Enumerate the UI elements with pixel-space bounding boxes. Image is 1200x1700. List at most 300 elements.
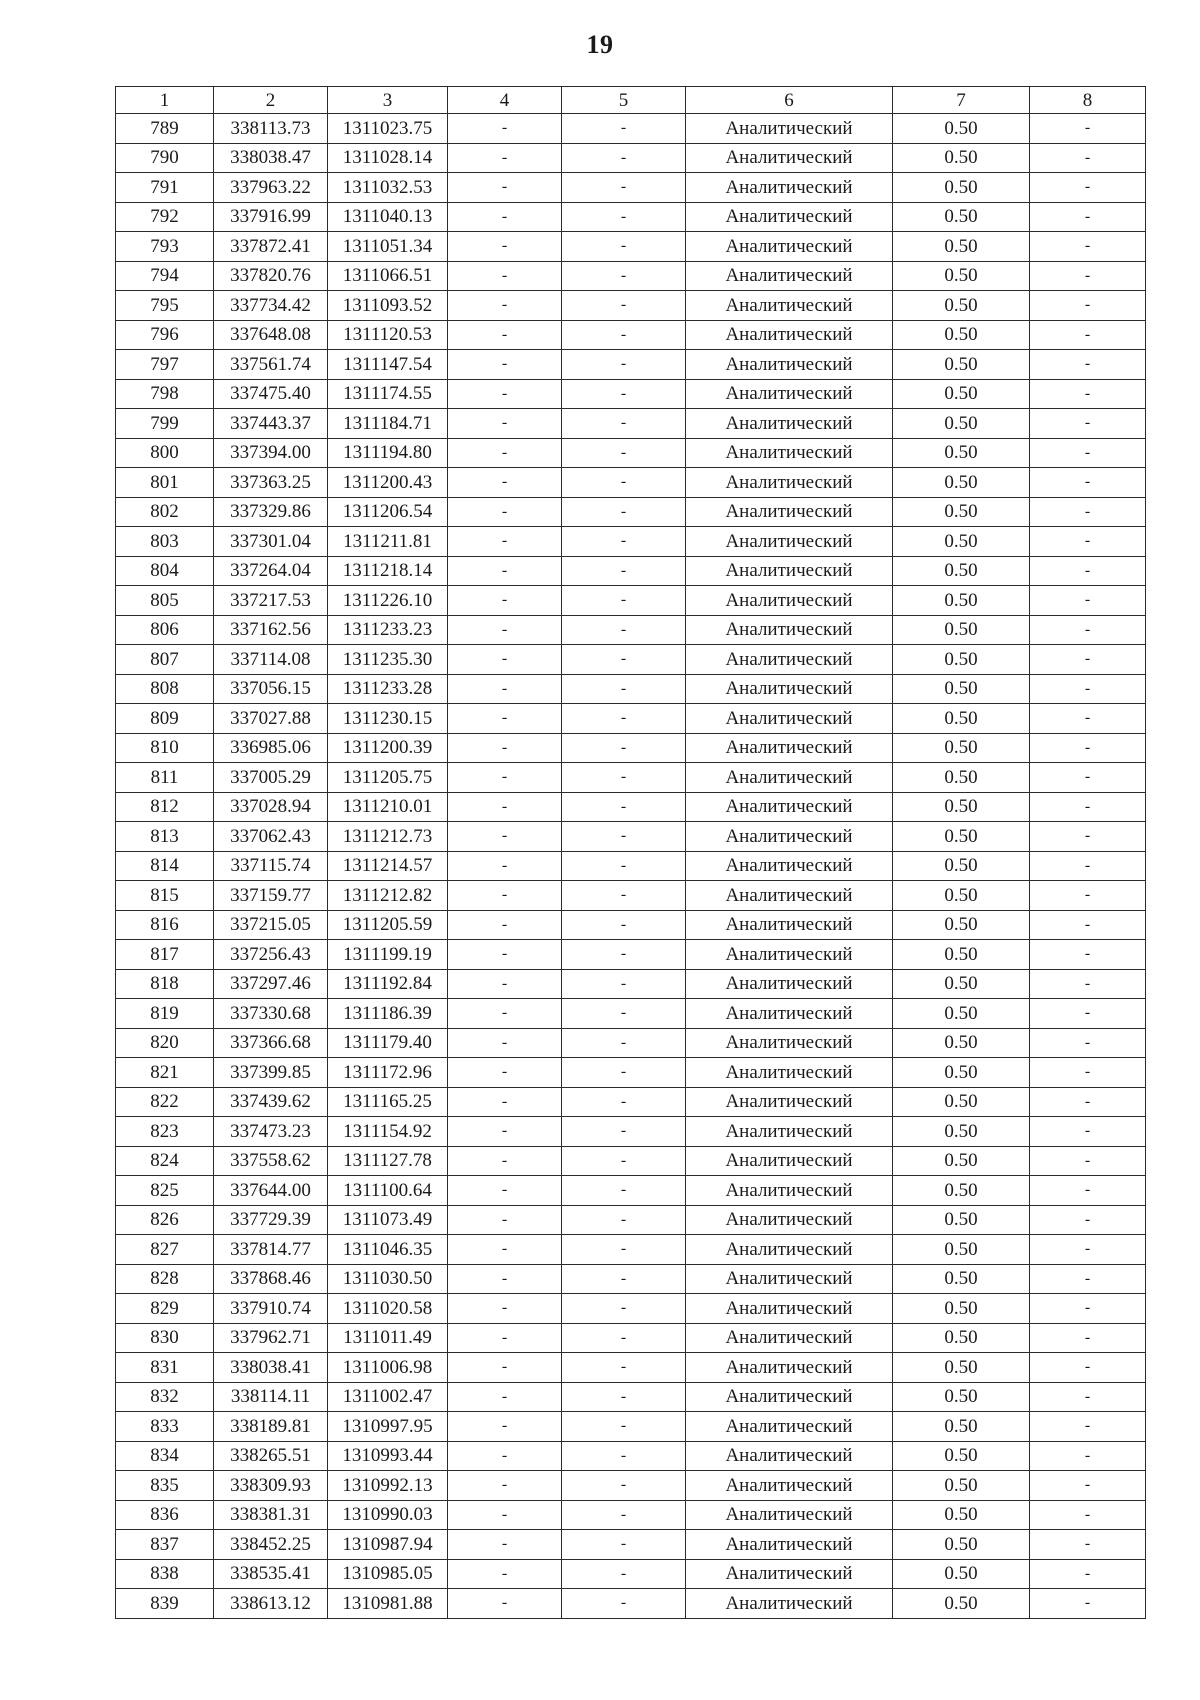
table-row (116, 143, 1146, 173)
x-coordinate-cell: 337399.85 (214, 1058, 328, 1088)
point-number-cell: 808 (116, 674, 214, 704)
col-4-value-cell: - (448, 1028, 562, 1058)
accuracy-cell: 0.50 (893, 969, 1030, 999)
col-5-value-cell: - (562, 1146, 686, 1176)
col-8-value-cell: - (1030, 409, 1146, 439)
col-4-value-cell: - (448, 173, 562, 203)
point-number-cell: 793 (116, 232, 214, 262)
accuracy-cell: 0.50 (893, 1117, 1030, 1147)
col-4-value-cell: - (448, 379, 562, 409)
y-coordinate-cell: 1311235.30 (328, 645, 448, 675)
y-coordinate-cell: 1311218.14 (328, 556, 448, 586)
col-8-value-cell: - (1030, 1028, 1146, 1058)
accuracy-cell: 0.50 (893, 556, 1030, 586)
x-coordinate-cell: 337962.71 (214, 1323, 328, 1353)
x-coordinate-cell: 337062.43 (214, 822, 328, 852)
col-5-value-cell: - (562, 1058, 686, 1088)
x-coordinate-cell: 337301.04 (214, 527, 328, 557)
method-cell: Аналитический (686, 733, 893, 763)
col-4-value-cell: - (448, 940, 562, 970)
x-coordinate-cell: 337910.74 (214, 1294, 328, 1324)
method-cell: Аналитический (686, 1323, 893, 1353)
table-row (116, 1500, 1146, 1530)
table-row (116, 1530, 1146, 1560)
col-8-value-cell: - (1030, 1530, 1146, 1560)
x-coordinate-cell: 338114.11 (214, 1382, 328, 1412)
accuracy-cell: 0.50 (893, 1353, 1030, 1383)
y-coordinate-cell: 1311093.52 (328, 291, 448, 321)
table-row (116, 556, 1146, 586)
y-coordinate-cell: 1311172.96 (328, 1058, 448, 1088)
point-number-cell: 790 (116, 143, 214, 173)
col-5-value-cell: - (562, 556, 686, 586)
col-5-value-cell: - (562, 1117, 686, 1147)
method-cell: Аналитический (686, 320, 893, 350)
col-5-value-cell: - (562, 1471, 686, 1501)
x-coordinate-cell: 336985.06 (214, 733, 328, 763)
x-coordinate-cell: 337868.46 (214, 1264, 328, 1294)
method-cell: Аналитический (686, 1264, 893, 1294)
x-coordinate-cell: 337217.53 (214, 586, 328, 616)
point-number-cell: 820 (116, 1028, 214, 1058)
col-5-value-cell: - (562, 1176, 686, 1206)
y-coordinate-cell: 1311230.15 (328, 704, 448, 734)
accuracy-cell: 0.50 (893, 1235, 1030, 1265)
table-row (116, 1589, 1146, 1619)
table-body (116, 114, 1146, 1619)
method-cell: Аналитический (686, 232, 893, 262)
col-5-value-cell: - (562, 940, 686, 970)
point-number-cell: 798 (116, 379, 214, 409)
point-number-cell: 792 (116, 202, 214, 232)
x-coordinate-cell: 337363.25 (214, 468, 328, 498)
col-5-value-cell: - (562, 1382, 686, 1412)
col-5-value-cell: - (562, 733, 686, 763)
col-4-value-cell: - (448, 556, 562, 586)
table-row (116, 1471, 1146, 1501)
col-4-value-cell: - (448, 792, 562, 822)
x-coordinate-cell: 338452.25 (214, 1530, 328, 1560)
col-4-value-cell: - (448, 999, 562, 1029)
method-cell: Аналитический (686, 1146, 893, 1176)
col-8-value-cell: - (1030, 1264, 1146, 1294)
col-8-value-cell: - (1030, 674, 1146, 704)
method-cell: Аналитический (686, 674, 893, 704)
x-coordinate-cell: 338038.47 (214, 143, 328, 173)
x-coordinate-cell: 338189.81 (214, 1412, 328, 1442)
y-coordinate-cell: 1311066.51 (328, 261, 448, 291)
table-row (116, 1412, 1146, 1442)
col-5-value-cell: - (562, 1500, 686, 1530)
y-coordinate-cell: 1311100.64 (328, 1176, 448, 1206)
y-coordinate-cell: 1310981.88 (328, 1589, 448, 1619)
col-8-value-cell: - (1030, 202, 1146, 232)
col-8-value-cell: - (1030, 468, 1146, 498)
x-coordinate-cell: 337872.41 (214, 232, 328, 262)
y-coordinate-cell: 1311200.39 (328, 733, 448, 763)
method-cell: Аналитический (686, 1205, 893, 1235)
col-5-value-cell: - (562, 881, 686, 911)
table-row (116, 468, 1146, 498)
method-cell: Аналитический (686, 1412, 893, 1442)
col-4-value-cell: - (448, 1441, 562, 1471)
col-5-value-cell: - (562, 1264, 686, 1294)
col-8-value-cell: - (1030, 733, 1146, 763)
method-cell: Аналитический (686, 792, 893, 822)
table-row (116, 1028, 1146, 1058)
accuracy-cell: 0.50 (893, 1176, 1030, 1206)
method-cell: Аналитический (686, 1530, 893, 1560)
point-number-cell: 794 (116, 261, 214, 291)
table-row (116, 851, 1146, 881)
table-row (116, 409, 1146, 439)
x-coordinate-cell: 337028.94 (214, 792, 328, 822)
col-4-value-cell: - (448, 1058, 562, 1088)
point-number-cell: 825 (116, 1176, 214, 1206)
col-5-value-cell: - (562, 143, 686, 173)
col-8-value-cell: - (1030, 143, 1146, 173)
x-coordinate-cell: 338038.41 (214, 1353, 328, 1383)
col-5-value-cell: - (562, 409, 686, 439)
x-coordinate-cell: 337005.29 (214, 763, 328, 793)
accuracy-cell: 0.50 (893, 497, 1030, 527)
col-4-value-cell: - (448, 143, 562, 173)
col-4-value-cell: - (448, 674, 562, 704)
accuracy-cell: 0.50 (893, 733, 1030, 763)
col-4-value-cell: - (448, 645, 562, 675)
col-8-value-cell: - (1030, 527, 1146, 557)
table-row (116, 1058, 1146, 1088)
method-cell: Аналитический (686, 910, 893, 940)
y-coordinate-cell: 1311205.59 (328, 910, 448, 940)
column-header-1: 1 (116, 87, 214, 114)
point-number-cell: 828 (116, 1264, 214, 1294)
y-coordinate-cell: 1311006.98 (328, 1353, 448, 1383)
x-coordinate-cell: 337473.23 (214, 1117, 328, 1147)
y-coordinate-cell: 1311032.53 (328, 173, 448, 203)
col-5-value-cell: - (562, 379, 686, 409)
col-4-value-cell: - (448, 232, 562, 262)
point-number-cell: 811 (116, 763, 214, 793)
point-number-cell: 804 (116, 556, 214, 586)
col-5-value-cell: - (562, 261, 686, 291)
col-8-value-cell: - (1030, 969, 1146, 999)
x-coordinate-cell: 337648.08 (214, 320, 328, 350)
x-coordinate-cell: 337443.37 (214, 409, 328, 439)
accuracy-cell: 0.50 (893, 822, 1030, 852)
col-8-value-cell: - (1030, 173, 1146, 203)
accuracy-cell: 0.50 (893, 645, 1030, 675)
y-coordinate-cell: 1310985.05 (328, 1559, 448, 1589)
col-8-value-cell: - (1030, 1205, 1146, 1235)
method-cell: Аналитический (686, 851, 893, 881)
col-5-value-cell: - (562, 615, 686, 645)
table-row (116, 645, 1146, 675)
table-row (116, 969, 1146, 999)
table-row (116, 438, 1146, 468)
point-number-cell: 802 (116, 497, 214, 527)
col-5-value-cell: - (562, 674, 686, 704)
x-coordinate-cell: 337963.22 (214, 173, 328, 203)
col-4-value-cell: - (448, 1559, 562, 1589)
accuracy-cell: 0.50 (893, 1058, 1030, 1088)
method-cell: Аналитический (686, 173, 893, 203)
col-5-value-cell: - (562, 114, 686, 144)
x-coordinate-cell: 337162.56 (214, 615, 328, 645)
method-cell: Аналитический (686, 114, 893, 144)
method-cell: Аналитический (686, 1353, 893, 1383)
col-4-value-cell: - (448, 733, 562, 763)
point-number-cell: 810 (116, 733, 214, 763)
point-number-cell: 801 (116, 468, 214, 498)
method-cell: Аналитический (686, 1500, 893, 1530)
col-4-value-cell: - (448, 468, 562, 498)
col-8-value-cell: - (1030, 910, 1146, 940)
method-cell: Аналитический (686, 822, 893, 852)
y-coordinate-cell: 1311205.75 (328, 763, 448, 793)
method-cell: Аналитический (686, 1235, 893, 1265)
col-4-value-cell: - (448, 969, 562, 999)
point-number-cell: 815 (116, 881, 214, 911)
accuracy-cell: 0.50 (893, 1412, 1030, 1442)
col-5-value-cell: - (562, 232, 686, 262)
table-row (116, 763, 1146, 793)
table-row (116, 586, 1146, 616)
accuracy-cell: 0.50 (893, 792, 1030, 822)
col-5-value-cell: - (562, 438, 686, 468)
point-number-cell: 813 (116, 822, 214, 852)
col-8-value-cell: - (1030, 1441, 1146, 1471)
table-row (116, 1559, 1146, 1589)
col-4-value-cell: - (448, 261, 562, 291)
x-coordinate-cell: 337264.04 (214, 556, 328, 586)
point-number-cell: 803 (116, 527, 214, 557)
point-number-cell: 791 (116, 173, 214, 203)
column-header-8: 8 (1030, 87, 1146, 114)
col-8-value-cell: - (1030, 1412, 1146, 1442)
point-number-cell: 834 (116, 1441, 214, 1471)
y-coordinate-cell: 1311002.47 (328, 1382, 448, 1412)
y-coordinate-cell: 1311184.71 (328, 409, 448, 439)
method-cell: Аналитический (686, 1441, 893, 1471)
accuracy-cell: 0.50 (893, 910, 1030, 940)
accuracy-cell: 0.50 (893, 1589, 1030, 1619)
col-4-value-cell: - (448, 704, 562, 734)
col-8-value-cell: - (1030, 114, 1146, 144)
y-coordinate-cell: 1311210.01 (328, 792, 448, 822)
col-4-value-cell: - (448, 1412, 562, 1442)
y-coordinate-cell: 1311028.14 (328, 143, 448, 173)
y-coordinate-cell: 1311174.55 (328, 379, 448, 409)
x-coordinate-cell: 337297.46 (214, 969, 328, 999)
point-number-cell: 833 (116, 1412, 214, 1442)
col-8-value-cell: - (1030, 1323, 1146, 1353)
x-coordinate-cell: 337027.88 (214, 704, 328, 734)
accuracy-cell: 0.50 (893, 232, 1030, 262)
point-number-cell: 839 (116, 1589, 214, 1619)
x-coordinate-cell: 337820.76 (214, 261, 328, 291)
table-row (116, 232, 1146, 262)
col-8-value-cell: - (1030, 1117, 1146, 1147)
y-coordinate-cell: 1311147.54 (328, 350, 448, 380)
y-coordinate-cell: 1310990.03 (328, 1500, 448, 1530)
table-row (116, 114, 1146, 144)
method-cell: Аналитический (686, 999, 893, 1029)
col-5-value-cell: - (562, 1087, 686, 1117)
col-4-value-cell: - (448, 851, 562, 881)
y-coordinate-cell: 1311020.58 (328, 1294, 448, 1324)
x-coordinate-cell: 338309.93 (214, 1471, 328, 1501)
y-coordinate-cell: 1311040.13 (328, 202, 448, 232)
table-row (116, 792, 1146, 822)
method-cell: Аналитический (686, 615, 893, 645)
y-coordinate-cell: 1311179.40 (328, 1028, 448, 1058)
col-8-value-cell: - (1030, 940, 1146, 970)
table-row (116, 615, 1146, 645)
y-coordinate-cell: 1311214.57 (328, 851, 448, 881)
accuracy-cell: 0.50 (893, 320, 1030, 350)
col-8-value-cell: - (1030, 350, 1146, 380)
col-8-value-cell: - (1030, 379, 1146, 409)
accuracy-cell: 0.50 (893, 881, 1030, 911)
col-5-value-cell: - (562, 527, 686, 557)
method-cell: Аналитический (686, 969, 893, 999)
col-8-value-cell: - (1030, 881, 1146, 911)
col-5-value-cell: - (562, 1559, 686, 1589)
table-row (116, 1264, 1146, 1294)
col-4-value-cell: - (448, 1323, 562, 1353)
col-8-value-cell: - (1030, 586, 1146, 616)
y-coordinate-cell: 1311011.49 (328, 1323, 448, 1353)
header-row (116, 87, 1146, 114)
y-coordinate-cell: 1311199.19 (328, 940, 448, 970)
col-5-value-cell: - (562, 1589, 686, 1619)
col-5-value-cell: - (562, 1441, 686, 1471)
accuracy-cell: 0.50 (893, 1530, 1030, 1560)
col-4-value-cell: - (448, 1087, 562, 1117)
col-5-value-cell: - (562, 468, 686, 498)
col-4-value-cell: - (448, 438, 562, 468)
x-coordinate-cell: 338265.51 (214, 1441, 328, 1471)
y-coordinate-cell: 1311154.92 (328, 1117, 448, 1147)
y-coordinate-cell: 1311030.50 (328, 1264, 448, 1294)
point-number-cell: 819 (116, 999, 214, 1029)
point-number-cell: 797 (116, 350, 214, 380)
point-number-cell: 807 (116, 645, 214, 675)
table-row (116, 379, 1146, 409)
accuracy-cell: 0.50 (893, 1294, 1030, 1324)
table-row (116, 497, 1146, 527)
col-4-value-cell: - (448, 1176, 562, 1206)
col-8-value-cell: - (1030, 1353, 1146, 1383)
col-4-value-cell: - (448, 1264, 562, 1294)
table-row (116, 1323, 1146, 1353)
method-cell: Аналитический (686, 350, 893, 380)
method-cell: Аналитический (686, 379, 893, 409)
y-coordinate-cell: 1310997.95 (328, 1412, 448, 1442)
col-4-value-cell: - (448, 1500, 562, 1530)
col-5-value-cell: - (562, 1235, 686, 1265)
x-coordinate-cell: 337558.62 (214, 1146, 328, 1176)
table-row (116, 1146, 1146, 1176)
y-coordinate-cell: 1311212.82 (328, 881, 448, 911)
table-row (116, 320, 1146, 350)
x-coordinate-cell: 338113.73 (214, 114, 328, 144)
table-row (116, 1176, 1146, 1206)
accuracy-cell: 0.50 (893, 940, 1030, 970)
accuracy-cell: 0.50 (893, 173, 1030, 203)
table-row (116, 1087, 1146, 1117)
col-4-value-cell: - (448, 291, 562, 321)
col-5-value-cell: - (562, 1205, 686, 1235)
col-5-value-cell: - (562, 1323, 686, 1353)
point-number-cell: 817 (116, 940, 214, 970)
point-number-cell: 805 (116, 586, 214, 616)
col-4-value-cell: - (448, 1353, 562, 1383)
col-5-value-cell: - (562, 704, 686, 734)
col-8-value-cell: - (1030, 822, 1146, 852)
method-cell: Аналитический (686, 556, 893, 586)
col-5-value-cell: - (562, 320, 686, 350)
col-5-value-cell: - (562, 999, 686, 1029)
y-coordinate-cell: 1311192.84 (328, 969, 448, 999)
col-4-value-cell: - (448, 1235, 562, 1265)
method-cell: Аналитический (686, 881, 893, 911)
method-cell: Аналитический (686, 1589, 893, 1619)
y-coordinate-cell: 1310993.44 (328, 1441, 448, 1471)
x-coordinate-cell: 337439.62 (214, 1087, 328, 1117)
y-coordinate-cell: 1311051.34 (328, 232, 448, 262)
accuracy-cell: 0.50 (893, 1087, 1030, 1117)
point-number-cell: 814 (116, 851, 214, 881)
x-coordinate-cell: 337215.05 (214, 910, 328, 940)
method-cell: Аналитический (686, 1559, 893, 1589)
accuracy-cell: 0.50 (893, 674, 1030, 704)
y-coordinate-cell: 1310987.94 (328, 1530, 448, 1560)
x-coordinate-cell: 337644.00 (214, 1176, 328, 1206)
method-cell: Аналитический (686, 645, 893, 675)
y-coordinate-cell: 1311073.49 (328, 1205, 448, 1235)
point-number-cell: 831 (116, 1353, 214, 1383)
point-number-cell: 830 (116, 1323, 214, 1353)
x-coordinate-cell: 337366.68 (214, 1028, 328, 1058)
accuracy-cell: 0.50 (893, 704, 1030, 734)
col-4-value-cell: - (448, 409, 562, 439)
accuracy-cell: 0.50 (893, 999, 1030, 1029)
col-5-value-cell: - (562, 763, 686, 793)
table-row (116, 173, 1146, 203)
col-5-value-cell: - (562, 497, 686, 527)
y-coordinate-cell: 1311165.25 (328, 1087, 448, 1117)
accuracy-cell: 0.50 (893, 291, 1030, 321)
col-8-value-cell: - (1030, 704, 1146, 734)
y-coordinate-cell: 1311046.35 (328, 1235, 448, 1265)
accuracy-cell: 0.50 (893, 1205, 1030, 1235)
column-header-6: 6 (686, 87, 893, 114)
accuracy-cell: 0.50 (893, 1323, 1030, 1353)
x-coordinate-cell: 337114.08 (214, 645, 328, 675)
accuracy-cell: 0.50 (893, 1441, 1030, 1471)
x-coordinate-cell: 337159.77 (214, 881, 328, 911)
accuracy-cell: 0.50 (893, 1471, 1030, 1501)
col-5-value-cell: - (562, 291, 686, 321)
method-cell: Аналитический (686, 1176, 893, 1206)
col-4-value-cell: - (448, 586, 562, 616)
col-8-value-cell: - (1030, 232, 1146, 262)
accuracy-cell: 0.50 (893, 202, 1030, 232)
table-row (116, 1353, 1146, 1383)
method-cell: Аналитический (686, 143, 893, 173)
